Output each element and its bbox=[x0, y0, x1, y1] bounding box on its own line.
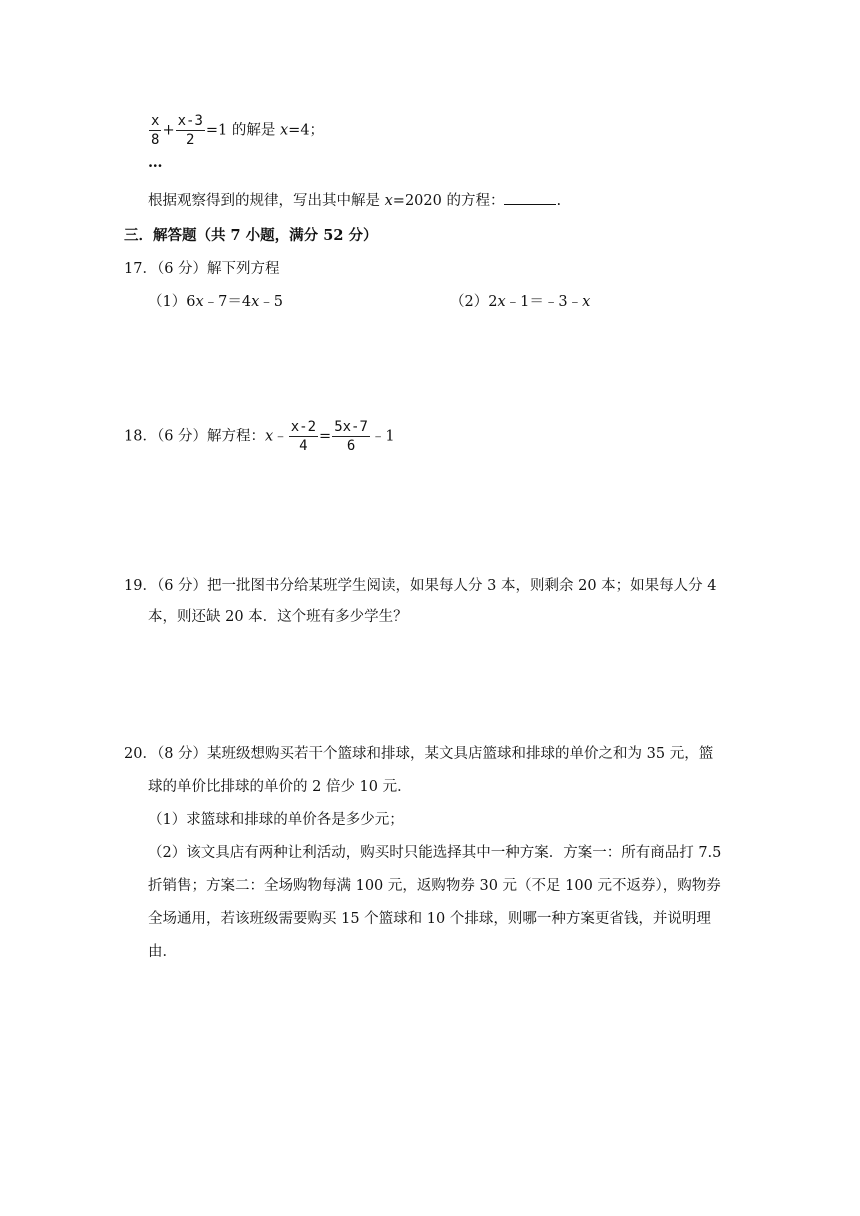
answer-blank[interactable] bbox=[504, 190, 556, 205]
equation-rhs: =1 的解是 bbox=[205, 122, 280, 139]
question-points: （6 分） bbox=[156, 261, 208, 277]
question-points: （6 分） bbox=[156, 428, 208, 445]
variable-x: x bbox=[497, 294, 506, 310]
question-number: 19． bbox=[124, 578, 157, 594]
equals-sign: = bbox=[319, 428, 332, 445]
q20-part1: （1）求篮球和排球的单价各是多少元； bbox=[148, 812, 404, 828]
fraction-x-minus-3-over-2 bbox=[176, 112, 205, 149]
question-text: 把一批图书分给某班学生阅读，如果每人分 3 本，则剩余 20 本；如果每人分 4 bbox=[207, 578, 717, 594]
equation-text: ﹣5 bbox=[259, 294, 284, 310]
q17-part1 bbox=[148, 292, 283, 312]
q17-stem bbox=[124, 259, 280, 279]
question-number: 20． bbox=[124, 746, 157, 762]
q20-line-2: 球的单价比排球的单价的 2 倍少 10 元． bbox=[148, 779, 412, 795]
question-text: 某班级想购买若干个篮球和排球，某文具店篮球和排球的单价之和为 35 元，篮 bbox=[207, 746, 714, 762]
variable-x: x bbox=[265, 428, 274, 445]
equation-text: ﹣7＝4 bbox=[203, 294, 252, 310]
question-points: （8 分） bbox=[156, 746, 208, 762]
plus-sign: + bbox=[162, 122, 175, 139]
q17-part2 bbox=[450, 292, 590, 312]
equation-text: 2 bbox=[488, 294, 498, 310]
q20-part2-line-1: （2）该文具店有两种让利活动，购买时只能选择其中一种方案．方案一：所有商品打 7.5 bbox=[148, 845, 722, 861]
equation-text: 6 bbox=[186, 294, 196, 310]
q19-line-1 bbox=[124, 576, 717, 596]
question-stem: 解方程： bbox=[207, 428, 266, 445]
fraction-numerator: x bbox=[151, 113, 160, 129]
fraction-denominator: 6 bbox=[346, 438, 356, 454]
pattern-example bbox=[148, 112, 324, 149]
fraction-numerator: 5x-7 bbox=[334, 419, 368, 435]
q20-part2-line-4: 由． bbox=[148, 944, 177, 960]
fraction-numerator: x-3 bbox=[177, 113, 203, 129]
part-label: （2） bbox=[450, 294, 489, 310]
variable-x: x bbox=[195, 294, 204, 310]
equation-tail: ﹣1 bbox=[370, 428, 395, 445]
q20-part2-line-2: 折销售；方案二：全场购物每满 100 元，返购物券 30 元（不足 100 元不返券），购物券 bbox=[148, 878, 721, 894]
q20-part2-line-3: 全场通用，若该班级需要购买 15 个篮球和 10 个排球，则哪一种方案更省钱，并说明理 bbox=[148, 911, 711, 927]
variable-x: x bbox=[384, 193, 393, 209]
q16-value: =2020 的方程： bbox=[392, 193, 505, 209]
fraction-numerator: x-2 bbox=[290, 419, 317, 435]
q16-prompt bbox=[148, 190, 561, 211]
solution-text: =4； bbox=[288, 122, 325, 139]
question-points: （6 分） bbox=[156, 578, 208, 594]
fraction-x-over-8 bbox=[149, 112, 161, 149]
equation-text: ﹣1＝﹣3﹣ bbox=[505, 294, 583, 310]
q16-end: . bbox=[556, 193, 562, 209]
question-number: 18． bbox=[124, 428, 157, 445]
fraction-denominator: 2 bbox=[186, 132, 195, 148]
variable-x: x bbox=[582, 294, 591, 310]
q20-line-1 bbox=[124, 744, 713, 764]
fraction-denominator: 8 bbox=[151, 132, 160, 148]
section-heading: 三．解答题（共 7 小题，满分 52 分） bbox=[124, 227, 378, 244]
question-number: 17． bbox=[124, 261, 157, 277]
fraction-5x-minus-7-over-6 bbox=[332, 418, 370, 455]
variable-x: x bbox=[279, 122, 289, 139]
fraction-x-minus-2-over-4 bbox=[289, 418, 318, 455]
variable-x: x bbox=[251, 294, 260, 310]
part-label: （1） bbox=[148, 294, 187, 310]
fraction-denominator: 4 bbox=[299, 438, 308, 454]
q19-line-2: 本，则还缺 20 本．这个班有多少学生？ bbox=[148, 609, 408, 625]
ellipsis: … bbox=[148, 154, 163, 171]
q16-prefix: 根据观察得到的规律，写出其中解是 bbox=[148, 193, 385, 209]
q18-stem bbox=[124, 418, 395, 455]
minus-sign: ﹣ bbox=[273, 428, 288, 445]
question-stem: 解下列方程 bbox=[207, 261, 280, 277]
